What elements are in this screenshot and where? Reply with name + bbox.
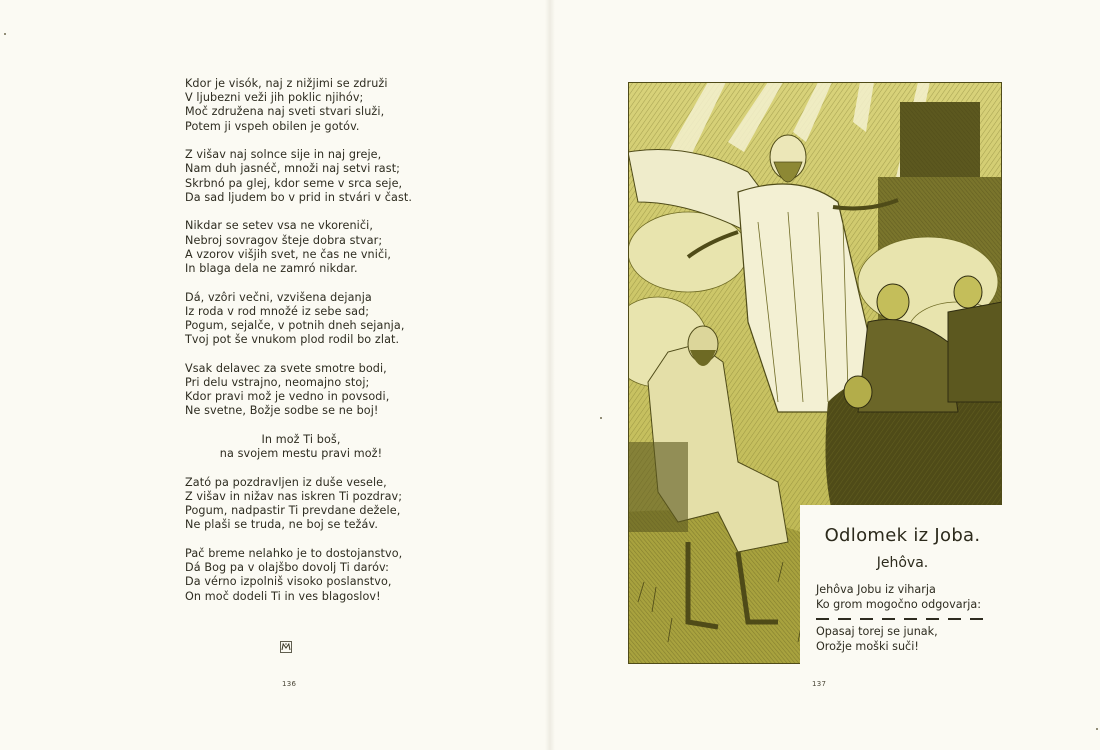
stanza — [185, 148, 445, 205]
poem-line: In mož Ti boš, — [261, 433, 341, 447]
verse-line: Ko grom mogočno odgovarja: — [816, 598, 981, 611]
poem-line: Zató pa pozdravljen iz duše vesele, — [185, 475, 387, 489]
poem-line: V ljubezni veži jih poklic njihóv; — [185, 91, 364, 105]
poem-line: In blaga dela ne zamró nikdar. — [185, 262, 358, 276]
stanza — [185, 219, 445, 276]
poem-line: Skrbnó pa glej, kdor seme v srca seje, — [185, 176, 403, 190]
poem-line: Vsak delavec za svete smotre bodi, — [185, 361, 387, 375]
stanza — [185, 362, 445, 419]
poem-line: Ne svetne, Božje sodbe se ne boj! — [185, 404, 379, 418]
poem-line: Tvoj pot še vnukom plod rodil bo zlat. — [185, 333, 400, 347]
dash-separator — [816, 612, 1002, 624]
poem-line: Nebroj sovragov šteje dobra stvar; — [185, 233, 383, 247]
stanza — [185, 77, 445, 134]
poem-line: Z višav in nižav nas iskren Ti pozdrav; — [185, 490, 403, 504]
right-page — [550, 0, 1100, 750]
poem-line: Da sad ljudem bo v prid in stvári v čast. — [185, 190, 413, 204]
page-number-right: 137 — [812, 680, 827, 688]
poem-text — [185, 77, 445, 618]
poem-line: Iz roda v rod množé iz sebe sad; — [185, 304, 370, 318]
stanza — [185, 291, 445, 348]
poem-line: Dá Bog pa v olajšbo dovolj Ti daróv: — [185, 561, 390, 575]
poem-line: Da vérno izpolniš visoko poslanstvo, — [185, 575, 392, 589]
poem-line: Potem ji vspeh obilen je gotóv. — [185, 119, 360, 133]
verse-line: Orožje moški suči! — [816, 640, 919, 653]
poem-line: A vzorov višjih svet, ne čas ne vniči, — [185, 247, 392, 261]
poem-line: Kdor pravi mož je vedno in povsodi, — [185, 390, 390, 404]
poem-line: Nam duh jasnéč, množi naj setvi rast; — [185, 162, 401, 176]
paper-speck — [600, 417, 602, 419]
page-number-left: 136 — [282, 680, 297, 688]
poem-line: Z višav naj solnce sije in naj greje, — [185, 148, 382, 162]
poem-line: Ne plaši se truda, ne boj se težáv. — [185, 518, 378, 532]
poem-line: On moč dodeli Ti in ves blagoslov! — [185, 589, 381, 603]
poem-line: Pogum, nadpastir Ti prevdane dežele, — [185, 504, 401, 518]
stanza — [185, 433, 445, 461]
poem-line: Pogum, sejalče, v potnih dneh sejanja, — [185, 319, 405, 333]
poem-subtitle: Jehôva. — [876, 555, 929, 571]
poem-line: Nikdar se setev vsa ne vkoreniči, — [185, 219, 373, 233]
poem-line: na svojem mestu pravi mož! — [219, 447, 383, 461]
poem-line: Pri delu vstrajno, neomajno stoj; — [185, 376, 370, 390]
poem-title: Odlomek iz Joba. — [824, 525, 981, 546]
monogram-vignette-icon — [280, 641, 292, 653]
stanza — [185, 547, 445, 604]
paper-speck — [1096, 728, 1098, 730]
poem-line: Kdor je visók, naj z nižjimi se združi — [185, 77, 388, 90]
poem-title-box — [800, 505, 1005, 671]
verse-line: Opasaj torej se junak, — [816, 625, 938, 638]
poem-line: Pač breme nelahko je to dostojanstvo, — [185, 547, 403, 561]
verse-line: Jehôva Jobu iz viharja — [816, 583, 936, 596]
paper-speck — [4, 33, 6, 35]
poem-verse — [816, 582, 1002, 654]
poem-line: Moč združena naj sveti stvari služi, — [185, 105, 385, 119]
stanza — [185, 476, 445, 533]
poem-line: Dá, vzôri večni, vzvišena dejanja — [185, 290, 372, 304]
